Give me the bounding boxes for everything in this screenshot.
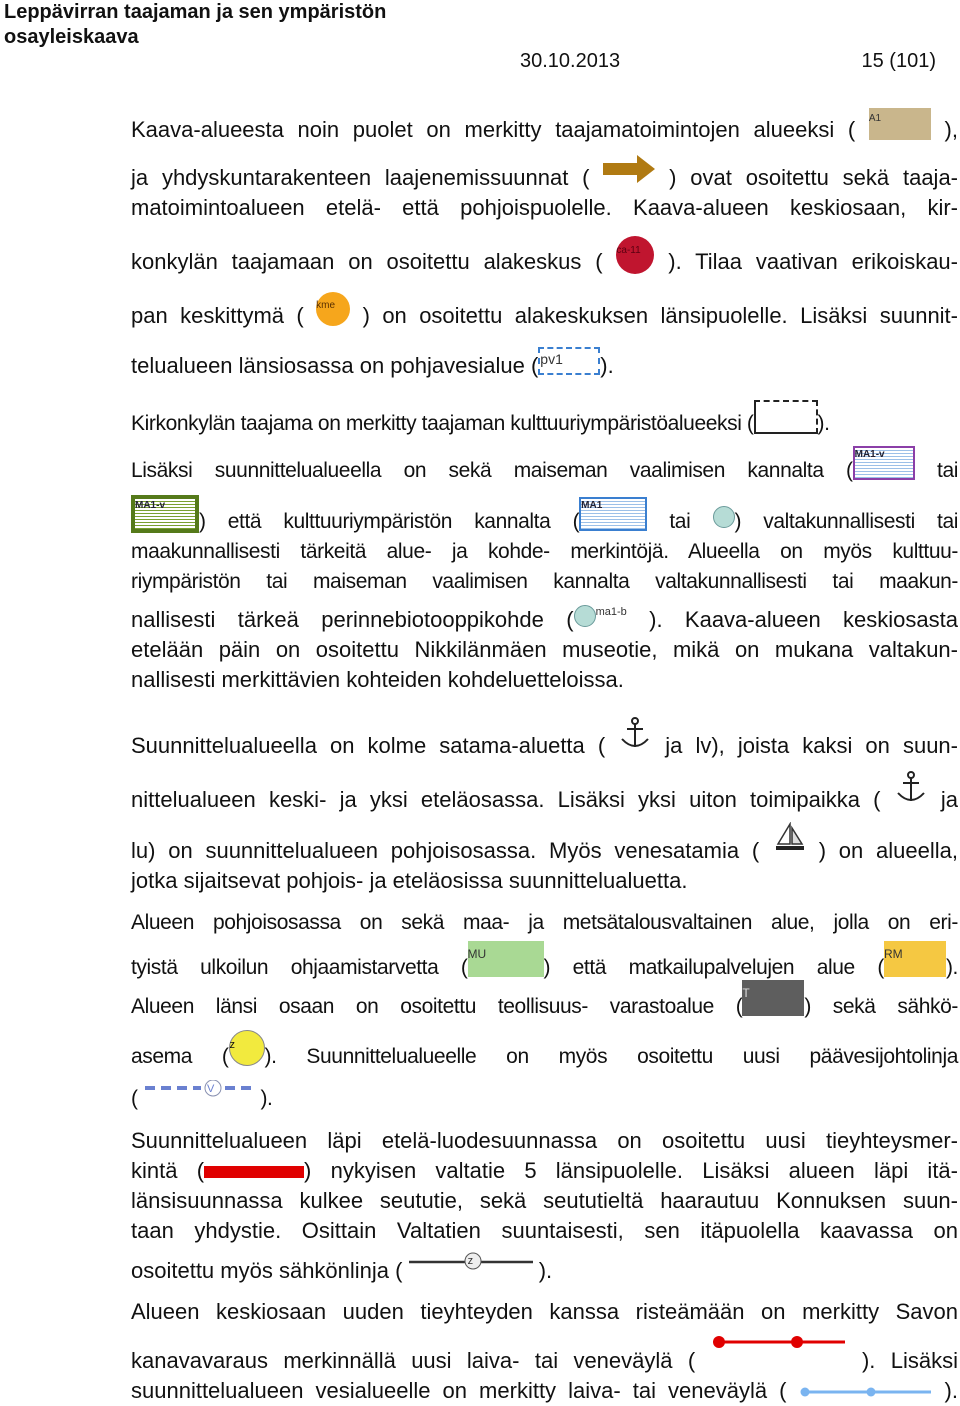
ma1b-label: ma1-b: [595, 606, 627, 618]
text-line: Alueen länsi osaan on osoitettu teollisuus- varastoalue (T) sekä sähkö-: [131, 993, 958, 1021]
text-line: nittelualueen keski- ja yksi eteläosassa. Lisäksi yksi uiton toimipaikka ( ja: [131, 786, 958, 814]
text-line: telualueen länsiosassa on pohjavesialue ( pv1 ).: [131, 352, 958, 380]
text-line: Suunnittelualueen läpi etelä-luodesuunnassa on osoitettu uusi tieyhteysmer-: [131, 1128, 958, 1153]
text-line: jotka sijaitsevat pohjois- ja eteläosissa suunnittelualuetta.: [131, 868, 688, 893]
text-line: matoimintoalueen etelä- että pohjoispuolelle. Kaava-alueen keskiosaan, kir-: [131, 195, 958, 220]
ca11-center-symbol-icon: ca-11: [616, 236, 654, 274]
ma1v-green-symbol-icon: MA1-v: [131, 495, 199, 533]
sailboat-icon: [772, 822, 806, 856]
text-line: taan yhdystie. Osittain Valtatien suuntaisesti, sen itäpuolella kaavassa on: [131, 1218, 958, 1243]
page-number: 15 (101): [861, 50, 936, 72]
power-line-label: z: [467, 1255, 474, 1268]
text-line: asema (z ). Suunnittelualueelle on myös osoitettu uusi päävesijohtolinja: [131, 1043, 958, 1071]
anchor-icon: [894, 771, 928, 805]
power-line-icon: [409, 1252, 533, 1272]
pv1-groundwater-symbol-icon: pv1: [538, 347, 600, 375]
text-line: nallisesti tärkeä perinnebiotooppikohde ( $^{ma1-b}$ ). Kaava-alueen keskiosasta: [131, 606, 958, 632]
document-title-line-2: osayleiskaava: [4, 26, 139, 48]
text-line: konkylän taajamaan on osoitettu alakeskus ( ca-11 ). Tilaa vaativan erikoiskau-: [131, 248, 958, 276]
a1-area-symbol-icon: A1: [869, 108, 931, 140]
text-line: suunnittelualueen vesialueelle on merkitty laiva- tai veneväylä ( ).: [131, 1378, 958, 1403]
text-line: osoitettu myös sähkönlinja ( z ).: [131, 1257, 958, 1285]
text-line: nallisesti merkittävien kohteiden kohdeluetteloissa.: [131, 667, 624, 692]
text-line: kanavavaraus merkinnällä uusi laiva- tai veneväylä ( ). Lisäksi: [131, 1347, 958, 1375]
rm-area-symbol-icon: RM: [884, 941, 946, 977]
text-line: Alueen keskiosaan uuden tieyhteyden kanssa risteämään on merkitty Savon: [131, 1299, 958, 1324]
text-line: ( V ).: [131, 1085, 958, 1113]
text-line: tyistä ulkoilun ohjaamistarvetta (MU) että matkailupalvelujen alue (RM).: [131, 954, 958, 982]
text-line: länsisuunnassa kulkee seututie, sekä seututieltä haarautuu Konnuksen suun-: [131, 1188, 958, 1213]
expansion-arrow-icon: [603, 155, 655, 183]
text-line: Lisäksi suunnittelualueella on sekä maiseman vaalimisen kannalta (MA1-v tai: [131, 457, 958, 485]
ma1-symbol-icon: MA1: [579, 497, 647, 531]
text-line: etelään päin on osoitettu Nikkilänmäen museotie, mikä on mukana valtakun-: [131, 637, 958, 662]
text-line: riympäristön tai maiseman vaalimisen kannalta valtakunnallisesti tai maakun-: [131, 570, 958, 593]
ma1v-purple-symbol-icon: MA1-v: [853, 446, 915, 480]
cultural-environment-boundary-icon: [754, 400, 818, 434]
text-line: Alueen pohjoisosassa on sekä maa- ja metsätalousvaltainen alue, jolla on eri-: [131, 911, 958, 934]
new-road-line-icon: [204, 1166, 304, 1178]
new-waterway-line-icon: [711, 1332, 847, 1352]
waterway-line-icon: [799, 1385, 933, 1399]
text-line: kintä ( ) nykyisen valtatie 5 länsipuolelle. Lisäksi alueen läpi itä-: [131, 1158, 958, 1183]
t-industrial-area-symbol-icon: T: [742, 980, 804, 1016]
water-line-label: V: [207, 1083, 215, 1096]
biotope-circle-icon: [574, 605, 596, 627]
text-line: maakunnallisesti tärkeitä alue- ja kohde- merkintöjä. Alueella on myös kulttuu-: [131, 540, 958, 563]
text-line: Suunnittelualueella on kolme satama-aluetta ( ja lv), joista kaksi on suun-: [131, 732, 958, 760]
kme-symbol-icon: kme: [316, 292, 350, 326]
substation-symbol-icon: z: [229, 1030, 265, 1066]
text-line: Kaava-alueesta noin puolet on merkitty taajamatoimintojen alueeksi ( A1 ),: [131, 116, 958, 144]
mu-area-symbol-icon: MU: [468, 941, 544, 977]
anchor-icon: [618, 717, 652, 751]
text-line: Kirkonkylän taajama on merkitty taajaman kulttuuriympäristöalueeksi ( ).: [131, 410, 958, 438]
heritage-circle-icon: [713, 506, 735, 528]
document-date: 30.10.2013: [520, 50, 621, 72]
text-line: MA1-v) että kulttuuriympäristön kannalta (MA1 tai ) valtakunnallisesti tai: [131, 508, 958, 536]
document-title-line-1: Leppävirran taajaman ja sen ympäristön: [4, 1, 387, 23]
text-line: ja yhdyskuntarakenteen laajenemissuunnat ( ) ovat osoitettu sekä taaja-: [131, 164, 958, 192]
water-main-line-icon: [143, 1080, 255, 1100]
text-line: lu) on suunnittelualueen pohjoisosassa. Myös venesatamia ( ) on alueella,: [131, 837, 958, 865]
text-line: pan keskittymä ( kme ) on osoitettu alakeskuksen länsipuolelle. Lisäksi suunnit-: [131, 302, 958, 330]
